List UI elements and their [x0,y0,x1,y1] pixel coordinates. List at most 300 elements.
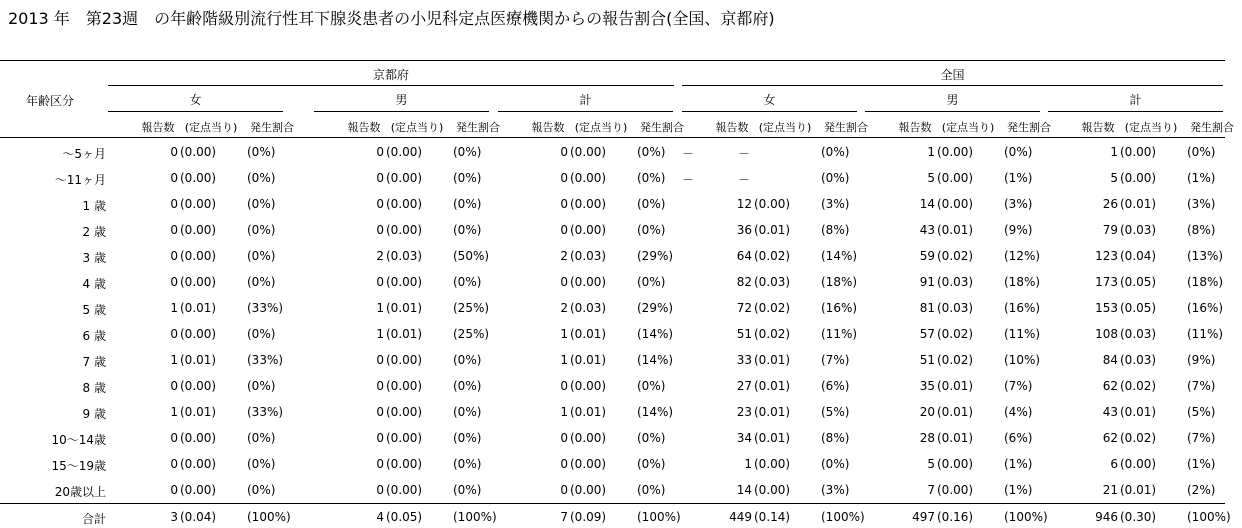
cell-incidence-rate: (100%) [453,510,497,524]
cell-incidence-rate: (5%) [1187,405,1216,419]
cell-per-sentinel: (0.01) [570,327,607,341]
cell-per-sentinel: (0.00) [937,457,974,471]
cell-count: 3 [170,510,178,524]
cell-count: 173 [1095,275,1118,289]
cell-per-sentinel: (0.03) [754,275,791,289]
row-age-label: 7 歳 [82,355,106,369]
cell-count: 946 [1095,510,1118,524]
cell-incidence-rate: (5%) [821,405,850,419]
row-age-label: 3 歳 [82,251,106,265]
cell-per-sentinel: (0.01) [754,379,791,393]
cell-per-sentinel: (0.00) [570,431,607,445]
cell-per-sentinel: (0.00) [570,171,607,185]
subheader-reports: 報告数 [531,121,565,134]
sex-rule-kyoto-total [498,111,673,112]
cell-count: 1 [170,405,178,419]
cell-incidence-rate: (11%) [821,327,858,341]
cell-per-sentinel: (0.03) [386,249,423,263]
cell-count: 0 [376,457,384,471]
cell-per-sentinel: (0.05) [1120,301,1157,315]
cell-incidence-rate: (0%) [453,223,482,237]
subheader-reports: 報告数 [1081,121,1115,134]
cell-count: 82 [736,275,752,289]
cell-per-sentinel: (0.00) [180,223,217,237]
cell-incidence-rate: (0%) [821,171,850,185]
cell-per-sentinel: (0.00) [570,197,607,211]
region-rule-kyoto [108,85,674,86]
cell-per-sentinel: (0.03) [570,301,607,315]
subheader-incidence-rate: 発生割合 [1190,121,1234,134]
cell-count: 0 [170,327,178,341]
cell-count: 0 [560,145,568,159]
cell-incidence-rate: (25%) [453,301,490,315]
cell-incidence-rate: (0%) [247,327,276,341]
cell-per-sentinel: (0.02) [937,249,974,263]
row-age-label: 6 歳 [82,329,106,343]
cell-per-sentinel: (0.00) [754,483,791,497]
cell-per-sentinel: (0.01) [754,405,791,419]
cell-per-sentinel: (0.01) [937,405,974,419]
cell-count: 51 [736,327,752,341]
cell-incidence-rate: (12%) [1004,249,1041,263]
cell-per-sentinel: (0.00) [386,275,423,289]
cell-incidence-rate: (16%) [821,301,858,315]
cell-incidence-rate: (0%) [453,405,482,419]
cell-count: 28 [919,431,935,445]
cell-incidence-rate: (0%) [247,197,276,211]
cell-incidence-rate: (14%) [637,327,674,341]
cell-incidence-rate: (0%) [247,275,276,289]
cell-count: 21 [1102,483,1118,497]
cell-incidence-rate: (7%) [1187,431,1216,445]
cell-per-sentinel: (0.01) [754,431,791,445]
region-header-kyoto: 京都府 [372,68,409,82]
cell-per-sentinel: － [738,147,751,161]
row-age-label: 15～19歳 [51,459,106,473]
sex-header-kyoto-total: 計 [579,93,592,107]
cell-incidence-rate: (33%) [247,301,284,315]
cell-incidence-rate: (100%) [821,510,865,524]
cell-per-sentinel: (0.00) [180,483,217,497]
cell-per-sentinel: (0.00) [937,171,974,185]
cell-per-sentinel: (0.01) [180,405,217,419]
cell-per-sentinel: (0.00) [570,223,607,237]
cell-incidence-rate: (0%) [247,249,276,263]
subheader-reports: 報告数 [898,121,932,134]
cell-incidence-rate: (11%) [1004,327,1041,341]
cell-incidence-rate: (25%) [453,327,490,341]
cell-per-sentinel: (0.00) [180,379,217,393]
cell-count: 0 [376,275,384,289]
cell-incidence-rate: (0%) [1004,145,1033,159]
cell-per-sentinel: (0.01) [180,301,217,315]
cell-count: 43 [1102,405,1118,419]
cell-incidence-rate: (3%) [821,197,850,211]
cell-per-sentinel: (0.00) [754,457,791,471]
cell-count: 34 [736,431,752,445]
cell-per-sentinel: (0.01) [386,327,423,341]
cell-per-sentinel: (0.00) [386,353,423,367]
cell-incidence-rate: (100%) [247,510,291,524]
cell-count: 123 [1095,249,1118,263]
cell-per-sentinel: (0.03) [937,301,974,315]
cell-incidence-rate: (0%) [453,275,482,289]
cell-count: 0 [170,483,178,497]
subheader-per-sentinel: (定点当り) [184,121,238,134]
cell-per-sentinel: (0.00) [386,197,423,211]
cell-incidence-rate: (0%) [453,379,482,393]
cell-incidence-rate: (14%) [821,249,858,263]
cell-count: 1 [170,301,178,315]
cell-per-sentinel: (0.00) [180,275,217,289]
sex-rule-national-total [1048,111,1223,112]
cell-per-sentinel: (0.00) [570,457,607,471]
cell-incidence-rate: (0%) [637,457,666,471]
row-age-label: 4 歳 [82,277,106,291]
cell-per-sentinel: (0.00) [570,379,607,393]
cell-incidence-rate: (0%) [247,457,276,471]
cell-count: 14 [919,197,935,211]
cell-per-sentinel: (0.04) [180,510,217,524]
cell-incidence-rate: (100%) [1187,510,1231,524]
cell-count: 0 [560,457,568,471]
cell-incidence-rate: (0%) [453,483,482,497]
row-age-label: 9 歳 [82,407,106,421]
cell-incidence-rate: (29%) [637,249,674,263]
cell-per-sentinel: (0.00) [386,405,423,419]
cell-incidence-rate: (0%) [247,145,276,159]
sex-rule-national-male [865,111,1040,112]
cell-per-sentinel: (0.02) [1120,431,1157,445]
cell-incidence-rate: (0%) [637,483,666,497]
cell-per-sentinel: (0.05) [1120,275,1157,289]
cell-incidence-rate: (9%) [1187,353,1216,367]
cell-incidence-rate: (0%) [247,483,276,497]
cell-per-sentinel: (0.01) [1120,197,1157,211]
subheader-per-sentinel: (定点当り) [758,121,812,134]
cell-per-sentinel: (0.00) [754,197,791,211]
cell-per-sentinel: (0.00) [180,249,217,263]
cell-count: 1 [560,353,568,367]
cell-per-sentinel: (0.00) [570,145,607,159]
cell-count: 0 [560,379,568,393]
cell-per-sentinel: (0.02) [754,249,791,263]
cell-incidence-rate: (29%) [637,301,674,315]
cell-incidence-rate: (0%) [453,457,482,471]
cell-count: 0 [376,405,384,419]
cell-incidence-rate: (14%) [637,405,674,419]
cell-count: 91 [919,275,935,289]
cell-count: 108 [1095,327,1118,341]
cell-per-sentinel: (0.03) [937,275,974,289]
cell-count: 36 [736,223,752,237]
cell-per-sentinel: (0.01) [937,379,974,393]
cell-count: 0 [376,483,384,497]
cell-incidence-rate: (6%) [1004,431,1033,445]
cell-count: 449 [729,510,752,524]
row-age-label: 合計 [81,512,106,526]
cell-per-sentinel: (0.02) [754,327,791,341]
row-age-label: 8 歳 [82,381,106,395]
sex-rule-national-female [682,111,857,112]
row-age-label: 20歳以上 [54,485,106,499]
cell-count: 0 [560,197,568,211]
table-top-rule [0,60,1225,61]
sex-header-national-female: 女 [763,93,776,107]
cell-per-sentinel: (0.01) [570,353,607,367]
cell-count: 0 [376,171,384,185]
cell-incidence-rate: (0%) [637,223,666,237]
cell-count: 0 [376,223,384,237]
cell-count: 62 [1102,431,1118,445]
cell-count: 0 [376,353,384,367]
total-top-rule [0,503,1225,504]
cell-per-sentinel: (0.00) [570,483,607,497]
subheader-per-sentinel: (定点当り) [574,121,628,134]
cell-count: 2 [376,249,384,263]
cell-per-sentinel: (0.16) [937,510,974,524]
cell-count: 2 [560,249,568,263]
sex-rule-kyoto-female [108,111,283,112]
cell-per-sentinel: (0.14) [754,510,791,524]
cell-incidence-rate: (1%) [1187,457,1216,471]
cell-incidence-rate: (3%) [1187,197,1216,211]
cell-per-sentinel: (0.00) [180,431,217,445]
cell-incidence-rate: (3%) [821,483,850,497]
cell-count: 0 [170,145,178,159]
cell-incidence-rate: (9%) [1004,223,1033,237]
cell-per-sentinel: (0.00) [937,145,974,159]
cell-incidence-rate: (0%) [453,353,482,367]
cell-count: － [682,173,695,187]
cell-incidence-rate: (0%) [247,431,276,445]
row-age-label: 1 歳 [82,199,106,213]
cell-count: 1 [170,353,178,367]
cell-count: 0 [560,431,568,445]
cell-per-sentinel: (0.00) [180,327,217,341]
cell-count: 0 [170,197,178,211]
cell-incidence-rate: (1%) [1004,171,1033,185]
cell-incidence-rate: (6%) [821,379,850,393]
cell-count: 7 [560,510,568,524]
cell-count: 0 [560,483,568,497]
subheader-per-sentinel: (定点当り) [1124,121,1178,134]
subheader-incidence-rate: 発生割合 [1007,121,1051,134]
cell-count: 1 [560,327,568,341]
cell-count: 0 [560,171,568,185]
cell-incidence-rate: (0%) [637,275,666,289]
cell-count: 5 [927,171,935,185]
sex-header-national-male: 男 [946,93,959,107]
cell-incidence-rate: (0%) [637,379,666,393]
cell-per-sentinel: (0.00) [180,145,217,159]
cell-incidence-rate: (8%) [1187,223,1216,237]
cell-count: 0 [376,197,384,211]
cell-incidence-rate: (100%) [1004,510,1048,524]
sex-rule-kyoto-male [314,111,489,112]
cell-count: 1 [376,301,384,315]
cell-count: 72 [736,301,752,315]
cell-count: 33 [736,353,752,367]
cell-incidence-rate: (0%) [821,457,850,471]
cell-per-sentinel: (0.00) [937,197,974,211]
cell-per-sentinel: (0.05) [386,510,423,524]
cell-per-sentinel: (0.01) [754,353,791,367]
cell-count: 1 [560,405,568,419]
cell-per-sentinel: (0.03) [1120,327,1157,341]
cell-per-sentinel: (0.03) [1120,223,1157,237]
cell-incidence-rate: (0%) [453,197,482,211]
cell-incidence-rate: (0%) [637,171,666,185]
cell-incidence-rate: (0%) [453,431,482,445]
cell-count: 0 [170,379,178,393]
cell-incidence-rate: (8%) [821,223,850,237]
cell-incidence-rate: (33%) [247,353,284,367]
cell-incidence-rate: (0%) [247,223,276,237]
subheader-reports: 報告数 [141,121,175,134]
subheader-incidence-rate: 発生割合 [250,121,294,134]
cell-count: 64 [736,249,752,263]
cell-count: 6 [1110,457,1118,471]
cell-incidence-rate: (2%) [1187,483,1216,497]
cell-count: 20 [919,405,935,419]
cell-per-sentinel: (0.00) [1120,171,1157,185]
cell-count: － [682,147,695,161]
cell-incidence-rate: (3%) [1004,197,1033,211]
cell-per-sentinel: (0.00) [1120,457,1157,471]
cell-per-sentinel: (0.02) [1120,379,1157,393]
cell-count: 1 [1110,145,1118,159]
cell-incidence-rate: (0%) [637,197,666,211]
row-age-label: 10～14歳 [51,433,106,447]
cell-per-sentinel: (0.00) [570,275,607,289]
cell-incidence-rate: (100%) [637,510,681,524]
cell-per-sentinel: (0.01) [937,431,974,445]
cell-count: 153 [1095,301,1118,315]
cell-per-sentinel: (0.00) [937,483,974,497]
cell-incidence-rate: (1%) [1004,483,1033,497]
cell-per-sentinel: (0.00) [1120,145,1157,159]
region-header-national: 全国 [940,68,965,82]
sex-header-national-total: 計 [1129,93,1142,107]
cell-incidence-rate: (0%) [247,379,276,393]
row-age-label: ～5ヶ月 [62,147,106,161]
cell-per-sentinel: (0.01) [937,223,974,237]
cell-per-sentinel: (0.01) [180,353,217,367]
subheader-reports: 報告数 [715,121,749,134]
cell-count: 0 [170,431,178,445]
cell-per-sentinel: (0.09) [570,510,607,524]
cell-count: 81 [919,301,935,315]
cell-per-sentinel: (0.00) [180,457,217,471]
cell-per-sentinel: (0.04) [1120,249,1157,263]
cell-count: 4 [376,510,384,524]
cell-count: 23 [736,405,752,419]
cell-per-sentinel: (0.02) [937,327,974,341]
cell-count: 1 [927,145,935,159]
cell-count: 0 [376,379,384,393]
cell-count: 0 [170,171,178,185]
cell-count: 1 [376,327,384,341]
cell-incidence-rate: (0%) [1187,145,1216,159]
cell-per-sentinel: (0.00) [180,171,217,185]
row-age-label: ～11ヶ月 [54,173,106,187]
cell-count: 0 [560,275,568,289]
cell-count: 0 [376,431,384,445]
cell-count: 59 [919,249,935,263]
cell-per-sentinel: (0.00) [180,197,217,211]
cell-per-sentinel: (0.00) [386,145,423,159]
cell-incidence-rate: (50%) [453,249,490,263]
subheader-incidence-rate: 発生割合 [456,121,500,134]
sex-header-kyoto-male: 男 [395,93,408,107]
cell-incidence-rate: (18%) [1187,275,1224,289]
page-title: 2013 年 第23週 の年齢階級別流行性耳下腺炎患者の小児科定点医療機関からの報告割合(全国、京都府) [8,9,775,28]
cell-count: 51 [919,353,935,367]
cell-per-sentinel: (0.01) [570,405,607,419]
cell-incidence-rate: (1%) [1004,457,1033,471]
cell-per-sentinel: (0.01) [1120,405,1157,419]
cell-incidence-rate: (16%) [1187,301,1224,315]
cell-per-sentinel: (0.00) [386,379,423,393]
sex-header-kyoto-female: 女 [189,93,202,107]
cell-incidence-rate: (7%) [1004,379,1033,393]
cell-incidence-rate: (33%) [247,405,284,419]
subheader-per-sentinel: (定点当り) [941,121,995,134]
cell-count: 0 [170,275,178,289]
region-rule-national [682,85,1223,86]
cell-count: 84 [1102,353,1118,367]
cell-incidence-rate: (18%) [1004,275,1041,289]
cell-count: 35 [919,379,935,393]
cell-incidence-rate: (0%) [637,431,666,445]
cell-count: 12 [736,197,752,211]
cell-count: 0 [560,223,568,237]
cell-per-sentinel: (0.00) [386,171,423,185]
cell-per-sentinel: (0.01) [386,301,423,315]
cell-incidence-rate: (14%) [637,353,674,367]
cell-count: 1 [744,457,752,471]
cell-count: 43 [919,223,935,237]
cell-incidence-rate: (13%) [1187,249,1224,263]
subheader-incidence-rate: 発生割合 [824,121,868,134]
subheader-per-sentinel: (定点当り) [390,121,444,134]
cell-count: 5 [927,457,935,471]
cell-per-sentinel: － [738,173,751,187]
cell-incidence-rate: (0%) [821,145,850,159]
cell-per-sentinel: (0.03) [1120,353,1157,367]
age-column-header: 年齢区分 [25,94,74,108]
cell-incidence-rate: (0%) [637,145,666,159]
cell-count: 0 [170,249,178,263]
cell-incidence-rate: (4%) [1004,405,1033,419]
cell-count: 26 [1102,197,1118,211]
header-bottom-rule [0,137,1225,138]
row-age-label: 5 歳 [82,303,106,317]
cell-count: 7 [927,483,935,497]
cell-per-sentinel: (0.30) [1120,510,1157,524]
cell-count: 497 [912,510,935,524]
cell-count: 5 [1110,171,1118,185]
cell-count: 57 [919,327,935,341]
cell-count: 27 [736,379,752,393]
row-age-label: 2 歳 [82,225,106,239]
cell-count: 0 [376,145,384,159]
cell-incidence-rate: (0%) [453,145,482,159]
cell-incidence-rate: (1%) [1187,171,1216,185]
cell-incidence-rate: (11%) [1187,327,1224,341]
cell-per-sentinel: (0.02) [937,353,974,367]
